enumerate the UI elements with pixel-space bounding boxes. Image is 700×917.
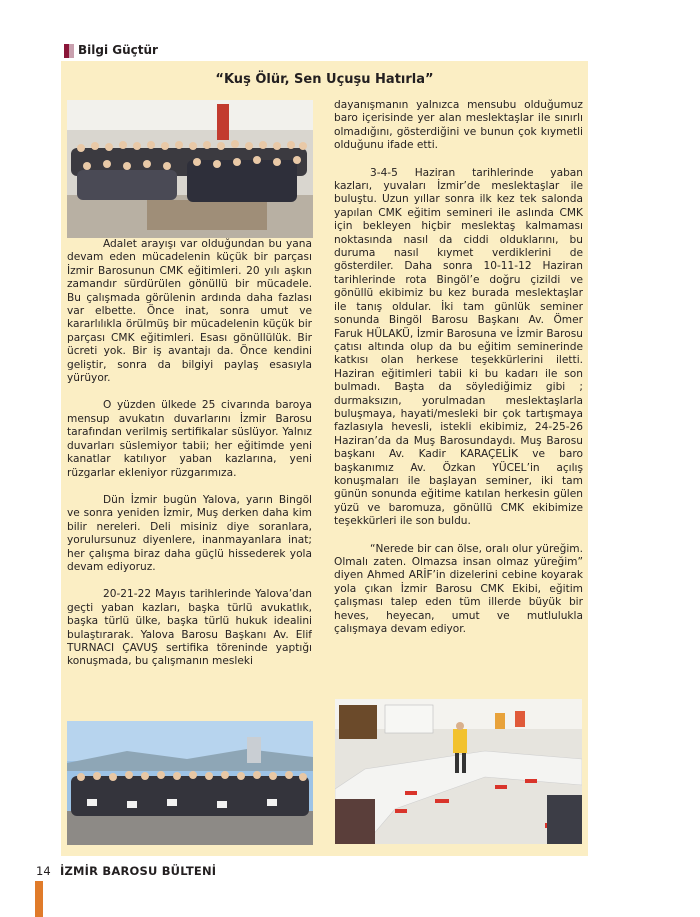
paragraph: “Nerede bir can ölse, oralı olur yüreğim. Olmalı zaten. Olmazsa insan olmaz yüreğim” diyen Ahmed ARİF’in dizelerini cebine koyarak yola çıkan İzmir Barosu CMK Ekibi, eğitim çalışması talep eden tüm illerde büyük bir heves, heyecan, umut ve mutlulukla çalışmaya devam ediyor. [334, 542, 583, 636]
article-title: “Kuş Ölür, Sen Uçuşu Hatırla” [215, 72, 434, 87]
article-panel [61, 61, 588, 856]
group-photo-yalova [67, 721, 313, 845]
paragraph: Adalet arayışı var olduğundan bu yana devam eden mücadelenin küçük bir parçası İzmir Barosunun CMK eğitimleri. 20 yılı aşkın zamandır sürdürülen gönüllü bir mücadele. Bu çalışmada görülenin ardında daha fazlası var elbette. Önce inat, sonra umut ve kararlılıkla örülmüş bir mücadelenin küçük bir parçası CMK eğitimleri. Esası gönüllülük. Bir ücreti yok. Bir iş avantajı da. Önce kendini geliştir, sonra da bilgiyi paylaş esasıyla yürüyor. [67, 238, 312, 385]
page-number: 14 [36, 864, 51, 878]
footer-accent-bar [35, 881, 43, 917]
section-label: Bilgi Güçtür [78, 43, 158, 57]
publication-name: İZMİR BAROSU BÜLTENİ [60, 864, 217, 878]
seminar-room-photo [335, 699, 582, 844]
paragraph: O yüzden ülkede 25 civarında baroya mensup avukatın duvarlarını İzmir Barosu tarafından verilmiş sertifikalar süslüyor. Yalnız duvarları süslemiyor tabii; her eğitimde yeni kanatlar katılıyor yaban kazlarına, yeni rüzgarlar ekleniyor rüzgarımıza. [67, 399, 312, 479]
group-photo-izmir [67, 100, 313, 238]
paragraph: 20-21-22 Mayıs tarihlerinde Yalova’dan geçti yaban kazları, başka türlü avukatlık, başka türlü ülke, başka türlü hukuk idealini bulaştırarak. Yalova Barosu Başkanı Av. Elif TURNACI ÇAVUŞ sertifika töreninde yaptığı konuşmada, bu çalışmanın mesleki [67, 588, 312, 668]
paragraph: dayanışmanın yalnızca mensubu olduğumuz baro içerisinde yer alan meslektaşlar ile sınırlı olmadığını, gösterdiğini ve bunun çok kıymetli olduğunu ifade etti. [334, 99, 583, 152]
right-column [334, 99, 583, 689]
left-column [67, 238, 312, 718]
paragraph: Dün İzmir bugün Yalova, yarın Bingöl ve sonra yeniden İzmir, Muş derken daha kim bilir nereleri. Deli misiniz diye soranlara, yorulursunuz diyenlere, inanmayanlara inat; her çalışma biraz daha güçlü hissederek yola devam ediyoruz. [67, 493, 312, 573]
paragraph: 3-4-5 Haziran tarihlerinde yaban kazları, yuvaları İzmir’de meslektaşlar ile buluştu. Uzun yıllar sonra ilk kez tek salonda yapılan CMK eğitim semineri ile aslında CMK için bekleyen hiçbir meslektaş kalmaması noktasında nasıl da ciddi olduklarını, bu duruma nasıl kıymet verdiklerini de gösterdiler. Daha sonra 10-11-12 Haziran tarihlerinde rota Bingöl’e doğru çizildi ve gönüllü ekibimiz bu kez burada meslektaşlar ile tanış oldular. İki tam günlük seminer sonunda Bingöl Barosu Başkanı Av. Ömer Faruk HÜLAKÜ, İzmir Barosuna ve İzmir Barosu çatısı altında olup da bu eğitim seminerinde katkısı olan herkese teşekkürlerini iletti. Haziran eğitimleri tabii ki bu kadarı ile son bulmadı. Başta da söylediğimiz gibi ; durmaksızın, yorulmadan meslektaşlarla buluşmaya, hayati/mesleki bir çok tartışmaya fazlasıyla hevesli, istekli ekibimiz, 24-25-26 Haziran’da da Muş Barosundaydı. Muş Barosu başkanı Av. Kadir KARAÇELİK ve baro başkanımız Av. Özkan YÜCEL’in açılış konuşmaları ile başlayan seminer, iki tam günün sonunda eğitime katılan herkesin gülen yüzü ve baromuza, gönüllü CMK ekibimize teşekkürleri ile son buldu. [334, 166, 583, 528]
section-marker-light [69, 44, 74, 58]
